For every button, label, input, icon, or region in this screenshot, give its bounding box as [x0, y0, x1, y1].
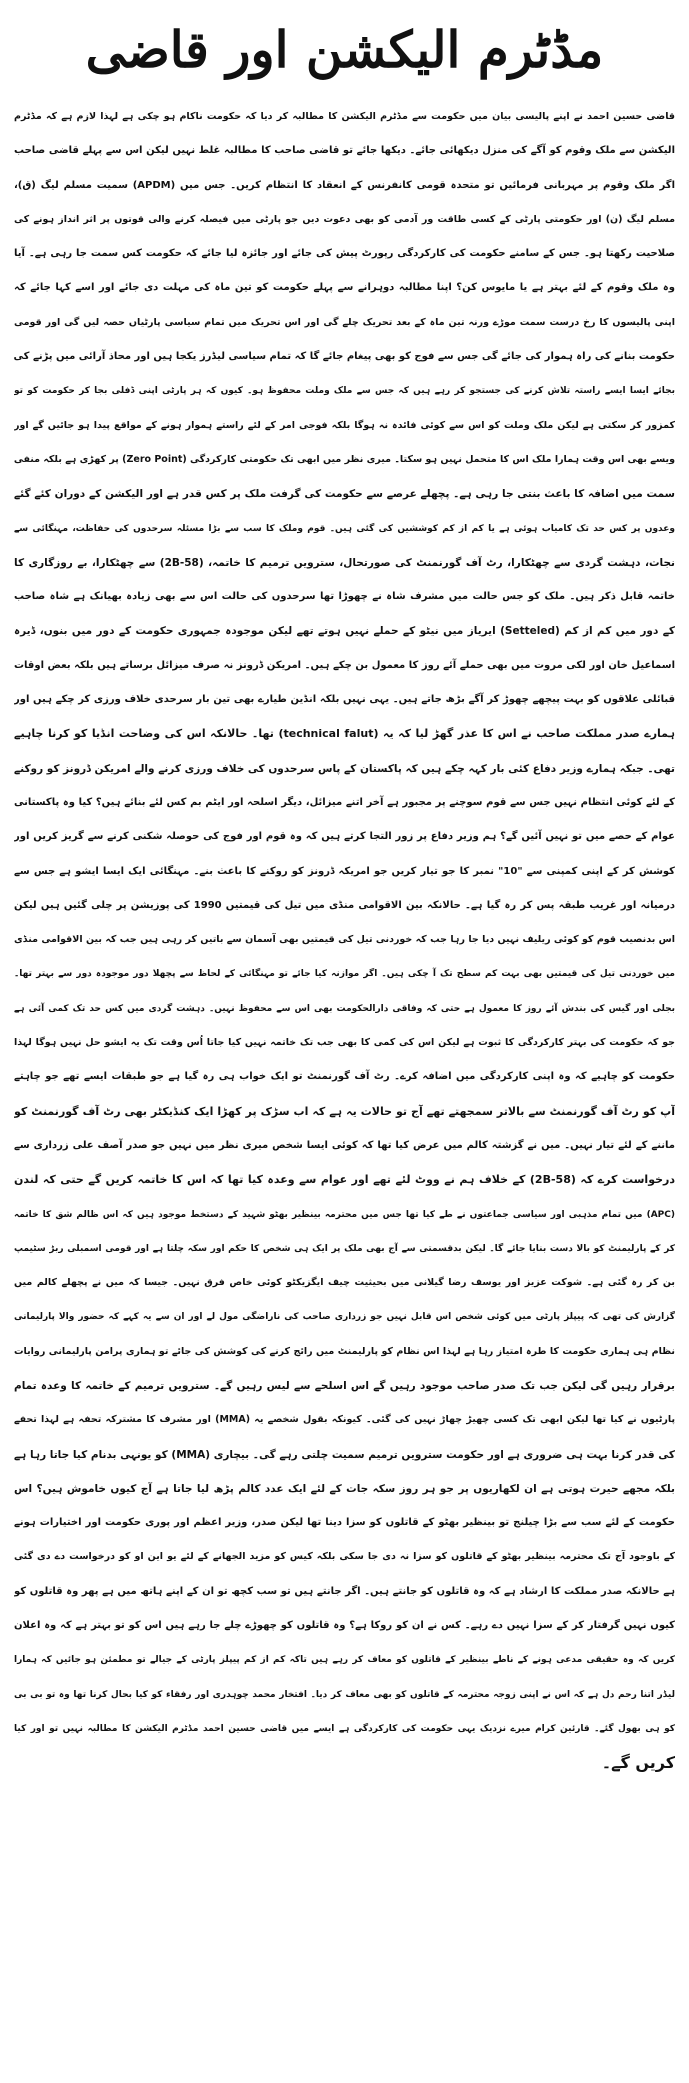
article-line: خاتمہ قابل ذکر ہیں۔ ملک کو جس حالت میں مشرف شاہ نے چھوڑا تھا سرحدوں کی حالت اس سے بھی زیادہ بھیانک ہے شاہ صاحب [14, 591, 675, 603]
article-body [14, 100, 675, 2065]
article-line: ہمارے صدر مملکت صاحب نے اس کا عذر گھڑ لیا کہ یہ (technical falut) تھا۔ حالانکہ اس کی وضاحت انڈیا کو کرنا چاہیے [14, 727, 675, 741]
article-line: تھی۔ جبکہ ہمارے وزیر دفاع کئی بار کہہ چکے ہیں کہ پاکستان کے پاس سرحدوں کی خلاف ورزی کرنے والے امریکن ڈرونز کو روکنے [14, 762, 675, 775]
article-line: الیکشن سے ملک وقوم کو آگے کی منزل دیکھائی جائے۔ دیکھا جائے تو قاضی صاحب کا مطالبہ غلط نہیں لیکن اس سے پہلے قاضی صاحب [14, 145, 675, 157]
article-line: کے دور میں کم از کم (Setteled) ایریاز میں نیٹو کے حملے نہیں ہوتے تھے لیکن موجودہ جمہوری حکومت کے دور میں بنوں، ڈیرہ [14, 625, 675, 638]
article-line: کوشش کر کے اپنی کمپنی سے "10" نمبر کا جو تیار کریں جو امریکہ ڈرونز کو روکنے کا باعث بنے۔ مہنگائی ایک ایسا ایشو ہے جس سے [14, 865, 675, 877]
article-line: وعدوں پر کس حد تک کامیاب ہوئی ہے یا کم از کم کوششیں کی گئی ہیں۔ قوم وملک کا سب سے بڑا مسئلہ سرحدوں کی حفاظت، مہنگائی سے [14, 523, 675, 534]
article-line: جو کہ حکومت کی بہتر کارکردگی کا ثبوت ہے لیکن اس کی کمی کا بھی جب تک خاتمہ نہیں کیا جاتا اُس وقت تک یہ ایشو حل نہیں ہوگا لہذا [14, 1037, 675, 1049]
article-line: کے باوجود آج تک محترمہ بینظیر بھٹو کے قاتلوں کو سزا نہ دی جا سکی بلکہ کیس کو مزید الجھانے کے لئے یو این او کو درخواست دے دی گئی [14, 1551, 675, 1563]
article-line: اسماعیل خان اور لکی مروت میں بھی حملے آئے روز کا معمول بن چکے ہیں۔ امریکن ڈرونز نہ صرف میزائل برساتے ہیں بلکہ بعض اوقات [14, 659, 675, 671]
article-line: بلکہ مجھے حیرت ہوتی ہے ان لکھاریوں پر جو ہر روز سکہ جات کے لئے ایک عدد کالم پڑھ لیا جاتا ہے آج کیوں خاموش ہیں؟ اس [14, 1482, 675, 1495]
article-line: پارٹیوں نے کیا تھا لیکن ابھی تک کسی چھیڑ چھاڑ نہیں کی گئی۔ کیونکہ بقول شخصے یہ (MMA) اور مشرف کا مشترکہ تحفہ ہے لہذا تحفے [14, 1414, 675, 1426]
article-line: کریں گے۔ [601, 1753, 675, 1773]
article-line: بن کر رہ گئی ہے۔ شوکت عزیز اور یوسف رضا گیلانی میں بحیثیت چیف ایگزیکٹو کوئی خاص فرق نہیں۔ جیسا کہ میں نے پچھلے کالم میں [14, 1277, 675, 1289]
article-line: بجائے ایسا ایسے راستہ تلاش کرنے کی جستجو کر رہے ہیں کہ جس سے ملک وملت محفوظ ہو۔ کیوں کہ ہر پارٹی اپنی ڈفلی بجا کر حکومت کو تو [14, 386, 675, 397]
article-line: نظام ہی ہماری حکومت کا طرہ امتیاز رہا ہے لہذا اس نظام کو پارلیمنٹ میں رائج کرنے کی کوشش کی جائے تو ہماری پرامن پارلیمانی روایات [14, 1345, 675, 1357]
article-line: صلاحیت رکھتا ہو۔ جس کے سامنے حکومت کی کارکردگی رپورٹ پیش کی جائے اور جائزہ لیا جائے کہ حکومت کس سمت جا رہی ہے۔ آیا [14, 248, 675, 260]
article-line: نجات، دہشت گردی سے چھٹکارا، رٹ آف گورنمنٹ کی صورتحال، سترویں ترمیم کا خاتمہ، (58-2B) سے چھٹکارا، بے روزگاری کا [14, 556, 675, 569]
article-line: کیوں نہیں گرفتار کر کے سزا نہیں دے رہے۔ کس نے ان کو روکا ہے؟ وہ قاتلوں کو چھوڑے چلے جا رہے ہیں اس کو تو بہتر ہے کہ وہ اعلان [14, 1620, 675, 1632]
article-line: (APC) میں تمام مذہبی اور سیاسی جماعتوں نے طے کیا تھا جس میں محترمہ بینظیر بھٹو شہید کے دستخط موجود ہیں کہ اس ظالم شق کا خاتمہ [14, 1209, 675, 1220]
article-headline: مڈٹرم الیکشن اور قاضی [85, 20, 604, 79]
article-line: کو ہی بھول گئے۔ قارئین کرام میرے نزدیک یہی حکومت کی کارکردگی ہے ایسے میں قاضی حسین احمد مڈٹرم الیکشن کا مطالبہ نہیں تو اور کیا [14, 1723, 675, 1734]
article-line: اس بدنصیب قوم کو کوئی ریلیف نہیں دیا جا رہا جب کہ خوردنی تیل کی قیمتیں بھی آسمان سے باتیں کر رہی ہیں جب کہ بین الاقوامی منڈی [14, 934, 675, 946]
article-line: کمزور کر سکتی ہے لیکن ملک وملت کو اس سے کوئی فائدہ نہ ہوگا بلکہ فوجی امر کے لئے راستے ہموار ہونے کے مواقع پیدا ہو جائیں گے اور [14, 419, 675, 431]
article-line: بجلی اور گیس کی بندش آئے روز کا معمول ہے حتی کہ وفاقی دارالحکومت بھی اس سے محفوظ نہیں۔ دہشت گردی میں کس حد تک کمی آئی ہے [14, 1003, 675, 1014]
article-line: ماننے کے لئے تیار نہیں۔ میں نے گزشتہ کالم میں عرض کیا تھا کہ کوئی ایسا شخص میری نظر میں نہیں جو صدر آصف علی زرداری سے [14, 1139, 675, 1151]
article-line: ہے حالانکہ صدر مملکت کا ارشاد ہے کہ وہ قاتلوں کو جانتے ہیں۔ اگر جانتے ہیں تو سب کچھ تو ان کے اپنے ہاتھ میں ہے پھر وہ قاتلوں کو [14, 1585, 675, 1597]
article-line: درمیانہ اور غریب طبقہ پس کر رہ گیا ہے۔ حالانکہ بین الاقوامی منڈی میں تیل کی قیمتیں 1990 کی پوزیشن پر چلی گئیں ہیں لیکن [14, 899, 675, 911]
article-line: اپنی پالیسوں کا رخ درست سمت موڑے ورنہ تین ماہ کے بعد تحریک چلے گی اور اس تحریک میں تمام سیاسی پارٹیاں حصہ لیں گی اور قومی [14, 316, 675, 328]
article-line: سمت میں اضافہ کا باعث بنتی جا رہی ہے۔ پچھلے عرصے سے حکومت کی گرفت ملک پر کس قدر ہے اور الیکشن کے دوران کئے گئے [14, 488, 675, 501]
article-line: حکومت کے لئے سب سے بڑا چیلنج تو بینظیر بھٹو کے قاتلوں کو سزا دینا تھا لیکن صدر، وزیر اعظم اور پوری حکومت اور اختیارات ہونے [14, 1517, 675, 1529]
article-line: درخواست کرے کہ (58-2B) کے خلاف ہم نے ووٹ لئے تھے اور عوام سے وعدہ کیا تھا کہ اس کا خاتمہ کریں گے حتی کہ لندن [14, 1173, 675, 1187]
article-line: کی قدر کرنا بہت ہی ضروری ہے اور حکومت سترویں ترمیم سمیت چلتی رہے گی۔ بیچاری (MMA) کو یونہی بدنام کیا جاتا رہا ہے [14, 1448, 675, 1461]
article-line: لیڈر اتنا رحم دل ہے کہ اس نے اپنی زوجہ محترمہ کے قاتلوں کو بھی معاف کر دیا۔ افتخار محمد چوہدری اور رفقاء کو کیا بحال کرنا تھا وہ تو بی بی [14, 1689, 675, 1700]
article-line: قاضی حسین احمد نے اپنے پالیسی بیان میں حکومت سے مڈٹرم الیکشن کا مطالبہ کر دیا کہ حکومت ناکام ہو چکی ہے لہذا لازم ہے کہ مڈٹرم [14, 111, 675, 122]
article-line: ویسے بھی اس وقت ہمارا ملک اس کا متحمل نہیں ہو سکتا۔ میری نظر میں ابھی تک حکومتی کارکردگی (Zero Point) پر کھڑی ہے بلکہ منفی [14, 453, 675, 465]
article-line: وہ ملک وقوم کے لئے بہتر ہے یا مایوس کن؟ اپنا مطالبہ دوہرانے سے پہلے حکومت کو تین ماہ کی مہلت دی جائے اور اسے کہا جائے کہ [14, 282, 675, 294]
article-line: میں خوردنی تیل کی قیمتیں بھی بہت کم سطح تک آ چکی ہیں۔ اگر موازنہ کیا جائے تو مہنگائی کے لحاظ سے پچھلا دور موجودہ دور سے بہتر تھا۔ [14, 969, 675, 980]
article-line: حکومت کو چاہیے کہ وہ اپنی کارکردگی میں اضافہ کرے۔ رٹ آف گورنمنٹ تو ایک خواب ہی رہ گیا ہے جو طبقات ایسے تھے جو چاہتے [14, 1071, 675, 1083]
article-line: مسلم لیگ (ن) اور حکومتی پارٹی کے کسی طاقت ور آدمی کو بھی دعوت دیں جو پارٹی میں فیصلہ کرنے والی قوتوں پر اثر انداز ہونے کی [14, 213, 675, 225]
article-line: عوام کے حصے میں تو نہیں آئیں گے؟ ہم وزیر دفاع پر زور التجا کرتے ہیں کہ وہ قوم اور فوج کی حوصلہ شکنی کرنے سے گریز کریں اور [14, 831, 675, 843]
article-line: حکومت بنانے کی راہ ہموار کی جائے گی جس سے فوج کو بھی پیغام جائے گا کہ تمام سیاسی لیڈرز یکجا ہیں اور محاذ آرائی میں پڑنے کی [14, 351, 675, 363]
article-line: کر کے پارلیمنٹ کو بالا دست بنایا جائے گا۔ لیکن بدقسمتی سے آج بھی ملک پر ایک ہی شخص کا حکم اور سکہ چلتا ہے اور قومی اسمبلی ربڑ سٹیمپ [14, 1243, 675, 1254]
article-line: کے لئے کوئی انتظام نہیں جس سے قوم سوچنے پر مجبور ہے آخر اتنے میزائل، دیگر اسلحہ اور ایٹم بم کس لئے بنائے ہیں؟ کیا وہ پاکستانی [14, 796, 675, 808]
article-line: قبائلی علاقوں کو بہت پیچھے چھوڑ کر آگے بڑھ جاتے ہیں۔ یہی نہیں بلکہ انڈین طیارے بھی تین بار سرحدی خلاف ورزی کر چکے ہیں اور [14, 694, 675, 706]
article-line: کریں کہ وہ حقیقی مدعی ہونے کے ناطے بینظیر کے قاتلوں کو معاف کر رہے ہیں تاکہ کم از کم پیپلز پارٹی کے جیالے تو مطمئن ہو جائیں کہ ہمارا [14, 1655, 675, 1666]
article-line: برقرار رہیں گی لیکن جب تک صدر صاحب موجود رہیں گے اس اسلحے سے لیس رہیں گے۔ سترویں ترمیم کے خاتمہ کا وعدہ تمام [14, 1379, 675, 1392]
article-line: گزارش کی تھی کہ پیپلز پارٹی میں کوئی شخص اس قابل نہیں جو زرداری صاحب کی ناراضگی مول لے اور ان سے یہ کہے کہ حضور والا پارلیمانی [14, 1312, 675, 1323]
article-line: آپ کو رٹ آف گورنمنٹ سے بالاتر سمجھتے تھے آج تو حالات یہ ہے کہ اب سڑک پر کھڑا ایک کنڈیکٹر بھی رٹ آف گورنمنٹ کو [14, 1104, 675, 1118]
article-line: اگر ملک وقوم پر مہربانی فرمائیں تو متحدہ قومی کانفرنس کے انعقاد کا انتظام کریں۔ جس میں (APDM) سمیت مسلم لیگ (ق)، [14, 179, 675, 191]
